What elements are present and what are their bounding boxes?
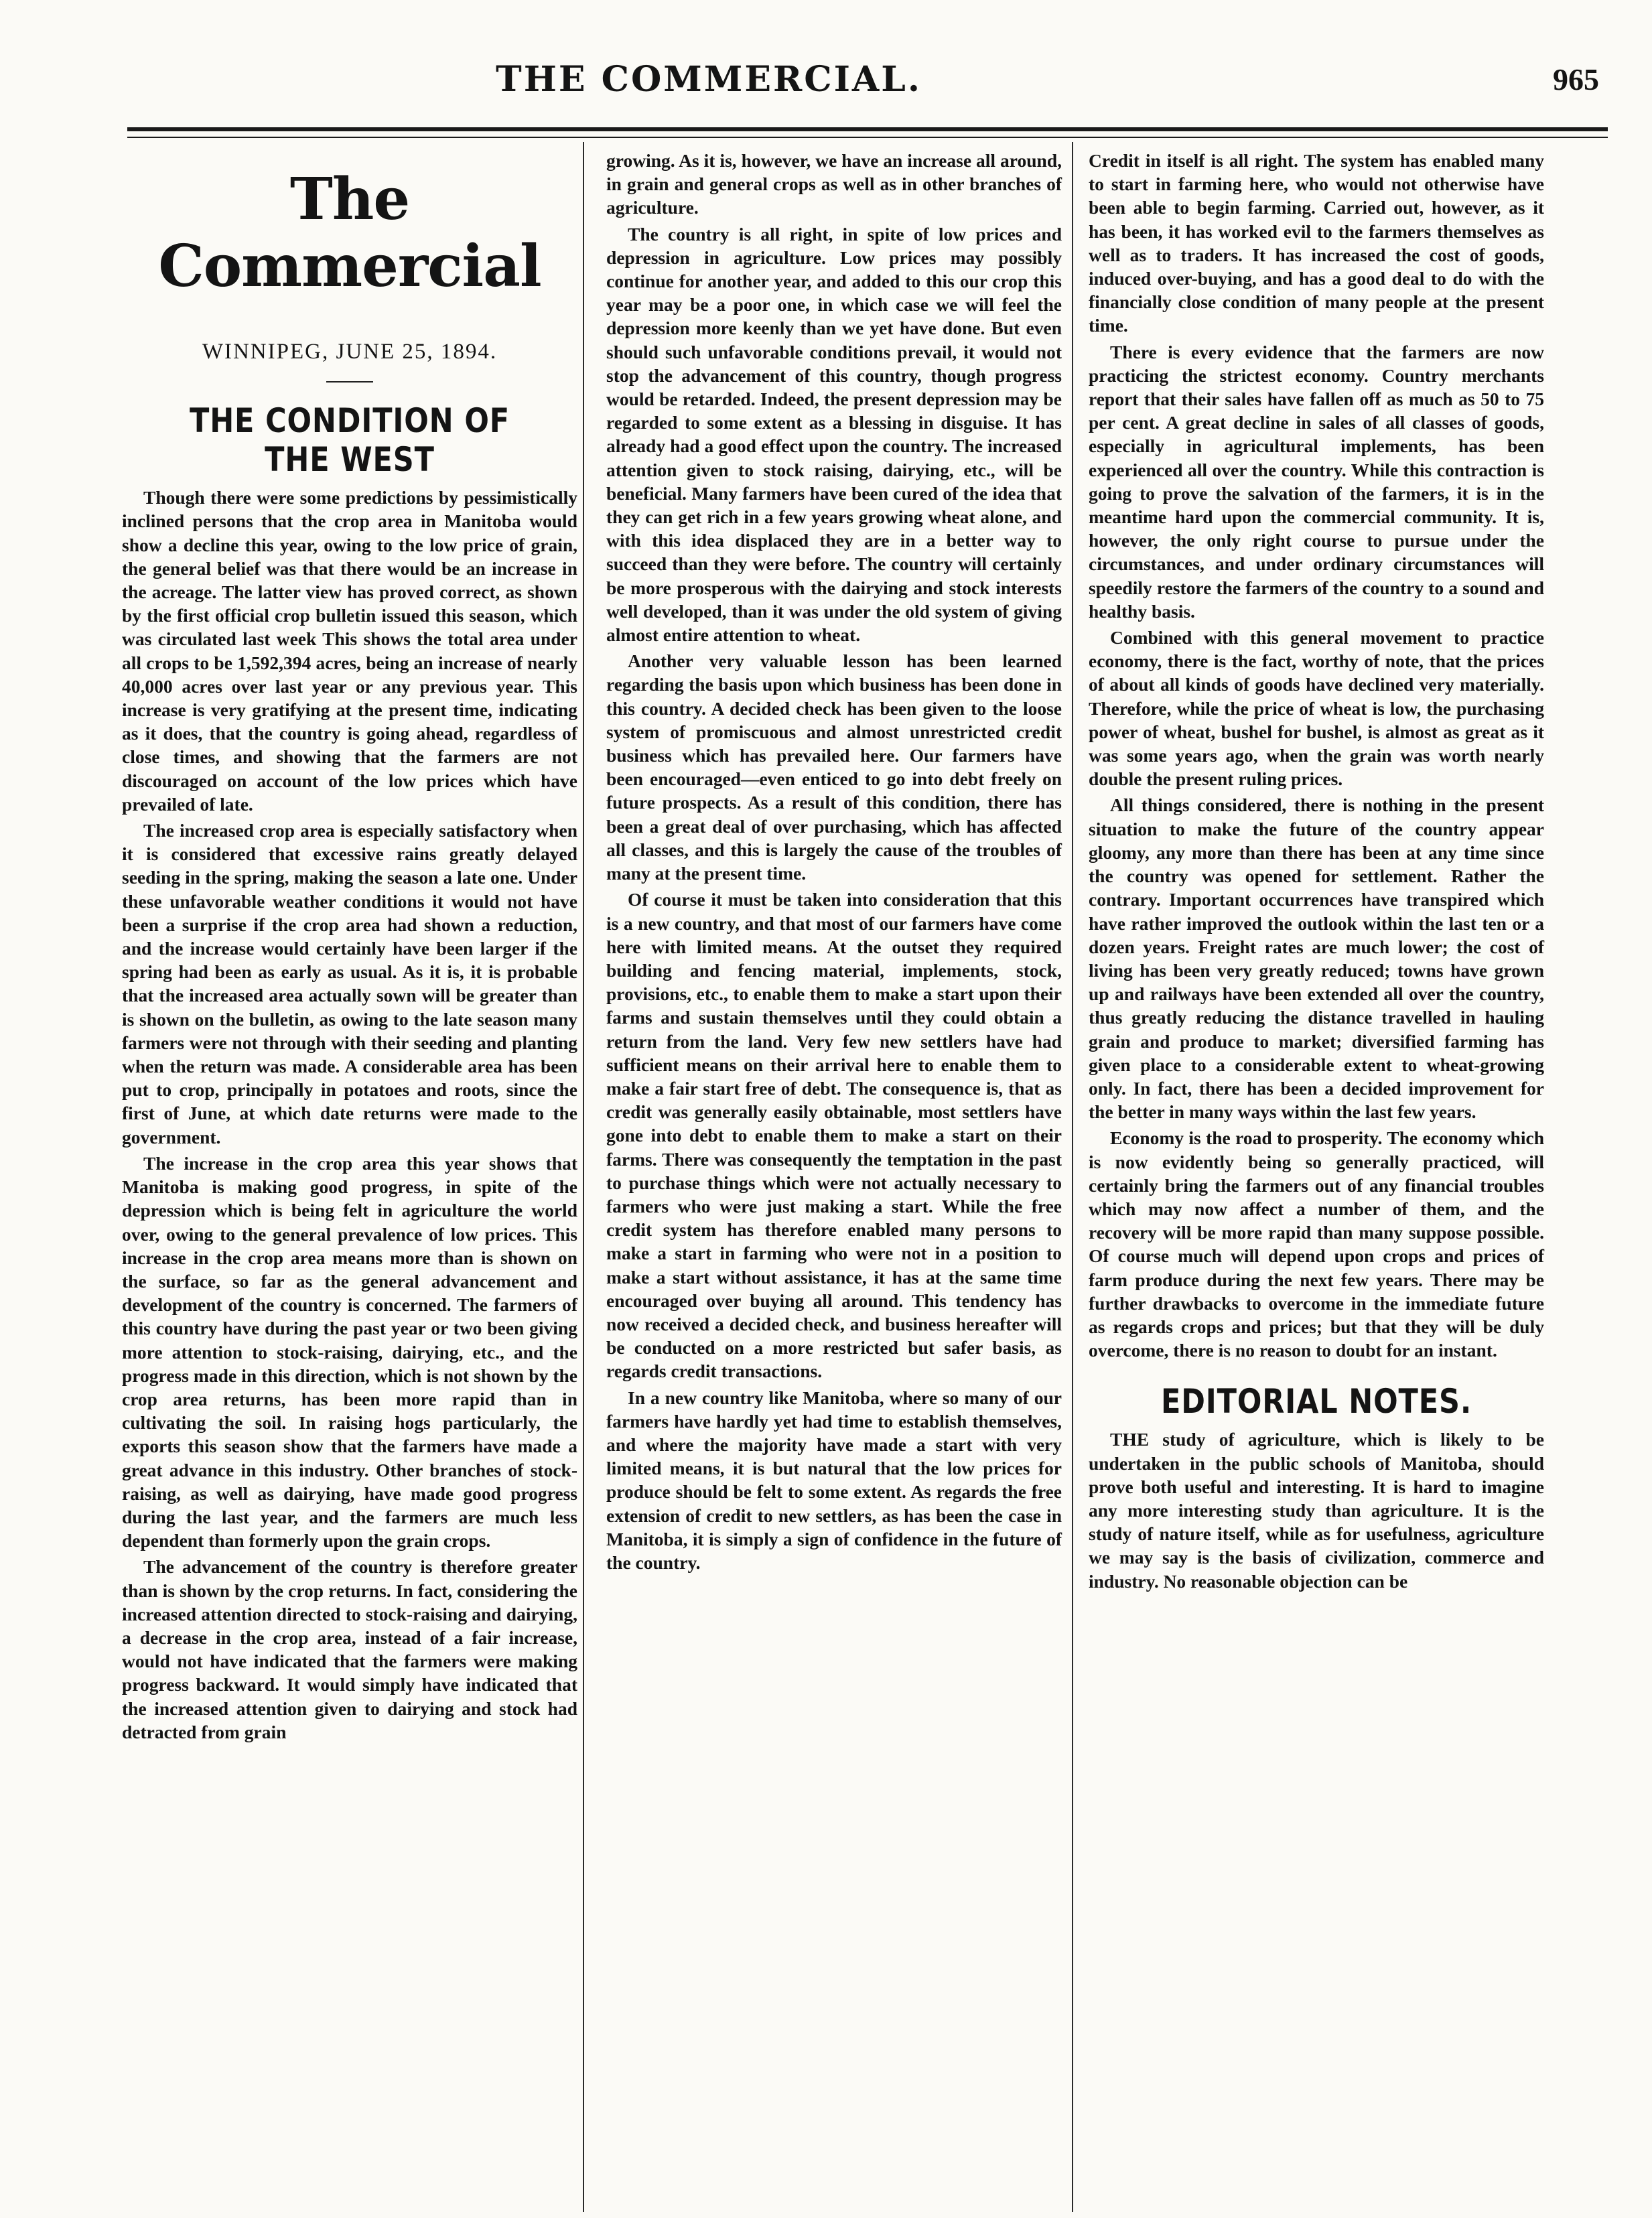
paragraph: Economy is the road to prosperity. The economy which is now evidently being so generally practiced, will certainly bring the farmers out of any financial troubles which may now affect a number of them, and the recovery will be more rapid than many suppose possible. Of course much will depend upon crops and prices of farm produce during the next few years. There may be further drawbacks to overcome in the immediate future as regards crops and prices; but that they will be duly overcome, there is no reason to doubt for an instant. (1089, 1127, 1544, 1361)
paragraph: Another very valuable lesson has been learned regarding the basis upon which business has been done in this country. A decided check has been given to the loose system of promiscuous and almost unrestricted credit business which has prevailed here. Our farmers have been encouraged—even enticed to go into debt freely on future prospects. As a result of this condition, there has been a great deal of over purchasing, which has affected all classes, and this is largely the cause of the troubles of many at the present time. (606, 650, 1062, 884)
column-1 (122, 149, 577, 1746)
paragraph: THE study of agriculture, which is likely to be undertaken in the public schools of Manitoba, should prove both useful and interesting. It is hard to imagine any more interesting study than agriculture. It is the study of nature itself, while as for usefulness, agriculture we may say is the basis of civilization, commerce and industry. No reasonable objection can be (1089, 1429, 1544, 1592)
running-title: THE COMMERCIAL. (496, 59, 922, 100)
paragraph: Credit in itself is all right. The system has enabled many to start in farming here, who would not otherwise have been able to begin farming. Carried out, however, as it has been, it has worked evil to the farmers themselves as well as to traders. It has increased the cost of goods, induced over-buying, and has a good deal to do with the financially close condition of many people at the present time. (1089, 150, 1544, 336)
dateline: WINNIPEG, JUNE 25, 1894. (202, 340, 498, 364)
paragraph: Though there were some predictions by pessimistically inclined persons that the crop area in Manitoba would show a decline this year, owing to the low price of grain, the general belief was that there would be an increase in the acreage. The latter view has proved correct, as shown by the first official crop bulletin issued this season, which was circulated last week This shows the total area under all crops to be 1,592,394 acres, being an increase of nearly 40,000 acres over last year or any previous year. This increase is very gratifying at the present time, indicating as it does, that the country is going ahead, regardless of close times, and showing that the farmers are not discouraged on account of the low prices which have prevailed of late. (122, 487, 577, 815)
divider (326, 381, 373, 383)
paragraph: The increased crop area is especially satisfactory when it is considered that excessive rains greatly delayed seeding in the spring, making the season a late one. Under these unfavorable weather conditions it would not have been a surprise if the crop area had shown a reduction, and the increase would certainly have been larger if the spring had been as early as usual. As it is, it is probable that the increased area actually sown will be greater than is shown on the bulletin, as owing to the late season many farmers were not through with their seeding and planting when the return was made. A considerable area has been put to crop, principally in potatoes and roots, since the first of June, at which date returns were made to the government. (122, 820, 577, 1148)
page-number: 965 (1553, 62, 1599, 96)
masthead: The Commercial (158, 165, 541, 300)
column-2 (606, 149, 1062, 1577)
column-divider (1072, 142, 1073, 2212)
paragraph: Combined with this general movement to practice economy, there is the fact, worthy of note, that the prices of about all kinds of goods have declined very materially. Therefore, while the price of wheat is low, the purchasing power of wheat, bushel for bushel, is almost as great as it was some years ago, when the grain was worth nearly double the present ruling prices. (1089, 627, 1544, 790)
paragraph: The increase in the crop area this year shows that Manitoba is making good progress, in spite of the depression which is being felt in agriculture the world over, owing to the general prevalence of low prices. This increase in the crop area means more than is shown on the surface, so far as the general advancement and development of the country is concerned. The farmers of this country have during the past year or two been giving more attention to stock-raising, dairying, etc., and the progress made in this direction, which is not shown by the crop area returns, has been more rapid than in cultivating the soil. In raising hogs particularly, the exports this season show that the farmers have made a great advance in this industry. Other branches of stock-raising, as well as dairying, have made good progress during the last year, and the farmers are much less dependent than formerly upon the grain crops. (122, 1152, 577, 1551)
column-3 (1089, 149, 1544, 1596)
paragraph: The country is all right, in spite of low prices and depression in agriculture. Low prices may possibly continue for another year, and added to this our crop this year may be a poor one, in which case we will feel the depression more keenly than we yet have done. But even should such unfavorable conditions prevail, it would not stop the advancement of this country, though progress would be retarded. Indeed, the present depression may be regarded to some extent as a blessing in disguise. It has already had a good effect upon the country. The increased attention given to stock raising, dairying, etc., will be beneficial. Many farmers have been cured of the idea that they can get rich in a few years growing wheat alone, and with this idea displaced they are in a better way to succeed than they were before. The country will certainly be more prosperous with the dairying and stock interests well developed, than it was under the old system of giving almost entire attention to wheat. (606, 223, 1062, 646)
article-headline: THE CONDITION OF THE WEST (190, 401, 510, 480)
header-rule (127, 127, 1608, 131)
paragraph: There is every evidence that the farmers are now practicing the strictest economy. Country merchants report that their sales have fallen off as much as 50 to 75 per cent. A great decline in sales of all classes of goods, especially in agricultural implements, has been experienced all over the country. While this contraction is going to prove the salvation of the farmers, it is in the meantime hard upon the commercial community. It is, however, the only right course to pursue under the circumstances, and under ordinary circumstances will speedily restore the farmers of the country to a sound and healthy basis. (1089, 341, 1544, 622)
paragraph: The advancement of the country is therefore greater than is shown by the crop returns. In fact, considering the increased attention directed to stock-raising and dairying, a decrease in the crop area, instead of a fair increase, would not have indicated that the farmers were making progress backward. It would simply have indicated that the increased attention given to dairying and stock had detracted from grain (122, 1556, 577, 1742)
paragraph: growing. As it is, however, we have an increase all around, in grain and general crops as well as in other branches of agriculture. (606, 150, 1062, 218)
paragraph: In a new country like Manitoba, where so many of our farmers have hardly yet had time to establish themselves, and where the majority have made a start with very limited means, it is but natural that the low prices for produce should be felt to some extent. As regards the free extension of credit to new settlers, as has been the case in Manitoba, it is simply a sign of confidence in the future of the country. (606, 1387, 1062, 1573)
header-rule-thin (127, 137, 1608, 138)
editorial-notes-headline: EDITORIAL NOTES. (1160, 1382, 1472, 1422)
paragraph: All things considered, there is nothing in the present situation to make the future of the country appear gloomy, any more than there has been at any time since the country was opened for settlement. Rather the contrary. Important occurrences have transpired which have rather improved the outlook within the last ten or a dozen years. Freight rates are much lower; the cost of living has been very greatly reduced; towns have grown up and railways have been extended all over the country, thus greatly reducing the distance travelled in hauling grain and produce to market; diversified farming has given place to a considerable extent to wheat-growing only. In fact, there has been a decided improvement for the better in many ways within the last few years. (1089, 794, 1544, 1123)
column-divider (583, 142, 584, 2212)
paragraph: Of course it must be taken into consideration that this is a new country, and that most of our farmers have come here with limited means. At the outset they required building and fencing material, implements, stock, provisions, etc., to enable them to make a start upon their farms and sustain themselves until they could obtain a return from the land. Very few new settlers have had sufficient means on their arrival here to enable them to make a fair start free of debt. The consequence is, that as credit was generally easily obtainable, most settlers have gone into debt to enable them to make a start on their farms. There was consequently the temptation in the past to purchase things which were not actually necessary to farmers who were just making a start. While the free credit system has therefore enabled many persons to make a start in farming who were not in a position to make a start without assistance, it has at the same time encouraged over buying all around. This tendency has now received a decided check, and business hereafter will be conducted on a more restricted but safer basis, as regards credit transactions. (606, 889, 1062, 1382)
